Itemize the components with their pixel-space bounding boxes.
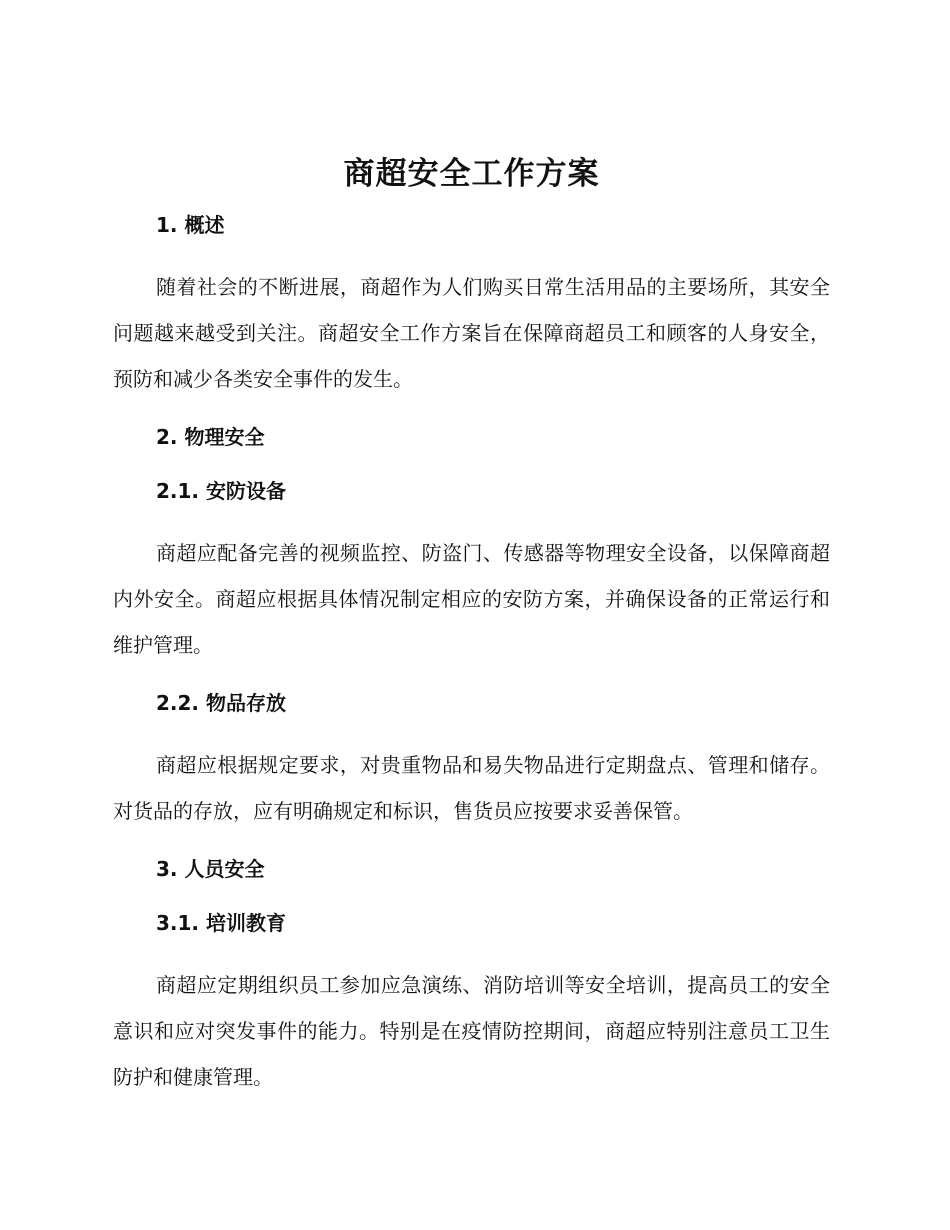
subsection-heading-security-equipment: 2.1. 安防设备 [156,479,286,503]
document-title: 商超安全工作方案 [343,156,600,192]
subsection-heading-training: 3.1. 培训教育 [156,911,286,935]
paragraph-security-equipment: 商超应配备完善的视频监控、防盗门、传感器等物理安全设备，以保障商超内外安全。商超应根据具体情况制定相应的安防方案，并确保设备的正常运行和维护管理。 [113,541,830,657]
subsection-heading-item-storage: 2.2. 物品存放 [156,691,286,715]
section-heading-physical-security: 2. 物理安全 [156,425,265,449]
paragraph-overview: 随着社会的不断进展，商超作为人们购买日常生活用品的主要场所，其安全问题越来越受到关注。商超安全工作方案旨在保障商超员工和顾客的人身安全，预防和减少各类安全事件的发生。 [113,275,830,391]
section-heading-personnel-security: 3. 人员安全 [156,857,265,881]
paragraph-training: 商超应定期组织员工参加应急演练、消防培训等安全培训，提高员工的安全意识和应对突发事件的能力。特别是在疫情防控期间，商超应特别注意员工卫生防护和健康管理。 [113,973,830,1089]
section-heading-overview: 1. 概述 [156,213,225,237]
paragraph-item-storage: 商超应根据规定要求，对贵重物品和易失物品进行定期盘点、管理和储存。对货品的存放，应有明确规定和标识，售货员应按要求妥善保管。 [113,753,830,823]
